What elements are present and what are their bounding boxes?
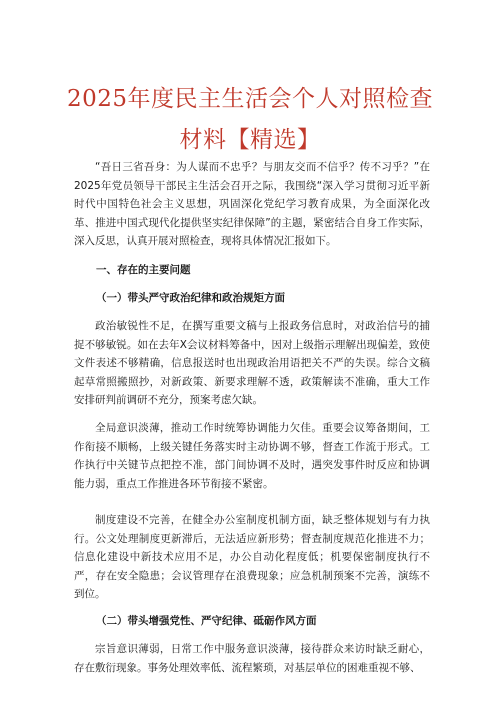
paragraph-overall-awareness: 全局意识淡薄，推动工作时统筹协调能力欠佳。重要会议筹备期间，工作衔接不顺畅，上级关键任务落实时主动协调不够，督查工作流于形式。工作执行中关键节点把控不准，部门间协调不及时，遇突发事件时反应和协调能力弱，重点工作推进各环节衔接不紧密。 [74, 422, 430, 490]
document-title-line-1: 2025年度民主生活会个人对照检查 [66, 86, 434, 112]
section-heading-problems: 一、存在的主要问题 [96, 264, 191, 276]
paragraph-political-sensitivity: 政治敏锐性不足，在撰写重要文稿与上报政务信息时，对政治信号的捕捉不够敏锐。如在去年X会议材料筹备中，因对上级指示理解出现偏差，致使文件表述不够精确，信息报送时也出现政治用语把关不严的失误。综合文稿起草常照搬照抄，对新政策、新要求理解不透，政策解读不准确，重大工作安排研判前调研不充分，预案考虑欠缺。 [74, 320, 430, 406]
paragraph-system-building: 制度建设不完善，在健全办公室制度机制方面，缺乏整体规划与有力执行。公文处理制度更新滞后，无法适应新形势；督查制度规范化推进不力；信息化建设中新技术应用不足，办公自动化程度低；机要保密制度执行不严，存在安全隐患；会议管理存在浪费现象；应急机制预案不完善，演练不到位。 [74, 514, 430, 600]
subsection-heading-party-spirit: （二）带头增强党性、严守纪律、砥砺作风方面 [96, 615, 317, 627]
document-title-line-2: 材料【精选】 [179, 127, 321, 153]
intro-paragraph: “吾日三省吾身：为人谋而不忠乎？与朋友交而不信乎？传不习乎？”在2025年党员领导干部民主生活会召开之际，我围绕“深入学习贯彻习近平新时代中国特色社会主义思想，巩固深化党纪学习教育成果，为全面深化改革、推进中国式现代化提供坚实纪律保障”的主题，紧密结合自身工作实际，深入反思，认真开展对照检查，现将具体情况汇报如下。 [74, 161, 430, 247]
paragraph-purpose-awareness: 宗旨意识薄弱，日常工作中服务意识淡薄，接待群众来访时缺乏耐心，存在敷衍现象。事务处理效率低、流程繁琐，对基层单位的困难重视不够、 [74, 643, 430, 674]
subsection-heading-political-discipline: （一）带头严守政治纪律和政治规矩方面 [96, 292, 285, 304]
